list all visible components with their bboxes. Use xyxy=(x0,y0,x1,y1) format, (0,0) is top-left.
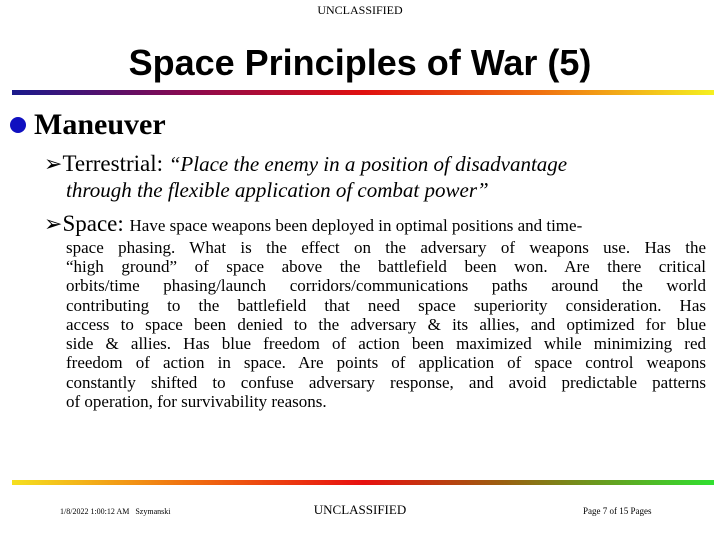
classification-header: UNCLASSIFIED xyxy=(317,3,403,17)
title-divider xyxy=(12,90,714,95)
terrestrial-quote-2: through the flexible application of combat power” xyxy=(66,178,489,202)
space-text-line: freedom of action in space. Are points of application of space control weapons xyxy=(66,353,706,372)
footer-divider xyxy=(12,480,714,485)
footer-author: Szymanski xyxy=(135,507,171,516)
terrestrial-item xyxy=(44,151,567,177)
space-text-line: contributing to the battlefield that need space superiority consideration. Has xyxy=(66,296,706,315)
space-text-line: access to space been denied to the adversary & its allies, and optimized for blue xyxy=(66,315,706,334)
page-number: Page 7 of 15 Pages xyxy=(583,506,652,516)
space-text-line: “high ground” of space above the battlefield been won. Are there critical xyxy=(66,257,706,276)
classification-footer: UNCLASSIFIED xyxy=(313,502,407,517)
footer-date: 1/8/2022 1:00:12 AM xyxy=(60,507,130,516)
bullet-dot-icon xyxy=(10,117,26,133)
terrestrial-quote-1: “Place the enemy in a position of disadvantage xyxy=(168,152,568,176)
space-item xyxy=(44,211,582,237)
heading-maneuver: Maneuver xyxy=(34,108,166,141)
space-label: Space: xyxy=(62,211,124,236)
space-text-line: constantly shifted to confuse adversary response, and avoid predictable patterns xyxy=(66,373,706,392)
terrestrial-label: Terrestrial: xyxy=(62,151,163,176)
space-text-line: of operation, for survivability reasons. xyxy=(66,392,327,411)
space-text-line: orbits/time phasing/launch corridors/communications paths around the world xyxy=(66,276,706,295)
arrow-bullet-icon: ➢ xyxy=(44,212,63,237)
space-text-line: space phasing. What is the effect on the adversary of weapons use. Has the xyxy=(66,238,706,257)
slide-title: Space Principles of War (5) xyxy=(128,42,592,83)
arrow-bullet-icon: ➢ xyxy=(44,152,63,177)
space-text-first: Have space weapons been deployed in optimal positions and time- xyxy=(129,216,583,235)
space-text-line: side & allies. Has blue freedom of action been maximized while minimizing red xyxy=(66,334,706,353)
